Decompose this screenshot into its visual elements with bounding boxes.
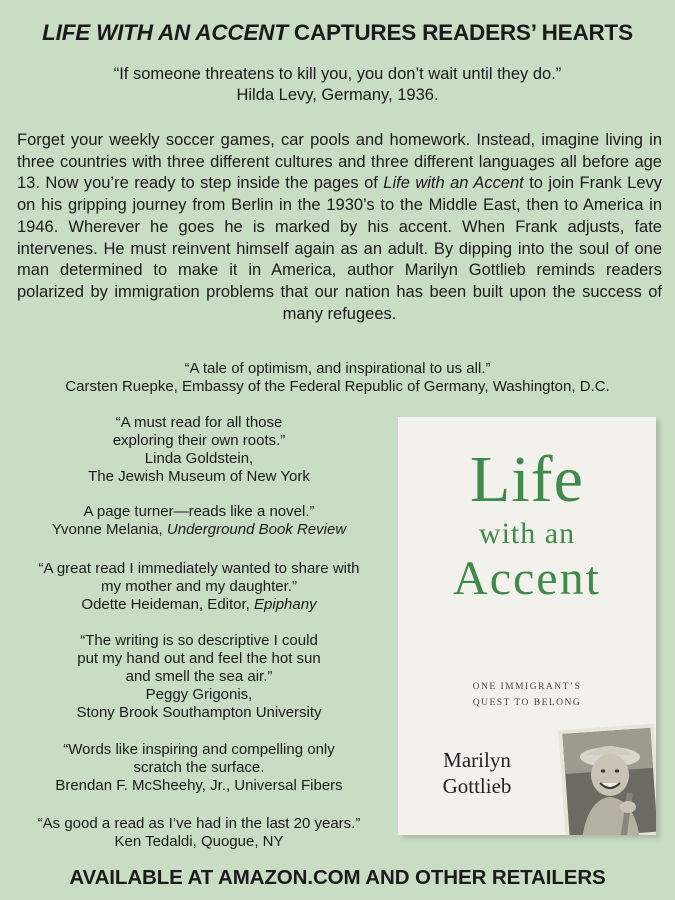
quote-line: my mother and my daughter.” xyxy=(101,578,297,595)
cover-author-first: Marilyn xyxy=(443,748,511,772)
quote-line: put my hand out and feel the hot sun xyxy=(77,650,321,667)
quote-embassy xyxy=(0,360,675,396)
child-photo-image xyxy=(548,723,656,835)
headline xyxy=(0,20,675,46)
intro-part2: to join Frank Levy on his gripping journey from Berlin in the 1930’s to the Middle East, then to America in 1946. Wherever he goes he is marked by his accent. When Frank adjusts, fate intervenes. He must reinvent himself again as an adult. By dipping into the soul of one man determined to make it in America, author Marilyn Gottlieb reminds readers polarized by immigration problems that our nation has been built upon the success of many refugees. xyxy=(17,174,663,323)
cover-title-line: with an xyxy=(478,517,576,550)
quote-line: scratch the surface. xyxy=(133,759,265,776)
quote-text: “A tale of optimism, and inspirational to us all.” xyxy=(184,360,491,377)
quote-tedaldi xyxy=(0,815,398,851)
cover-subtitle xyxy=(398,679,656,711)
quote-line: “The writing is so descriptive I could xyxy=(80,632,318,649)
quote-org: The Jewish Museum of New York xyxy=(88,468,310,485)
intro-book-title: Life with an Accent xyxy=(383,174,524,193)
intro-part1: Forget your weekly soccer games, car pools and homework. Instead, imagine living in three countries with three different cultures and three different languages all before age 13. Now you’re ready to step inside the pages of xyxy=(17,131,662,193)
cover-subtitle-line: ONE IMMIGRANT’S xyxy=(472,682,582,692)
quote-grigonis xyxy=(0,632,398,722)
quote-goldstein xyxy=(0,414,398,486)
quote-name: Brendan F. McSheehy, Jr., Universal Fibers xyxy=(55,777,343,794)
quote-publication: Epiphany xyxy=(254,596,317,613)
intro-paragraph xyxy=(17,130,662,325)
quote-line: “A great read I immediately wanted to share with xyxy=(38,560,360,577)
quote-text: “As good a read as I’ve had in the last 20 years.” xyxy=(37,815,361,832)
cover-author-last: Gottlieb xyxy=(442,774,512,798)
quote-melania xyxy=(0,503,398,539)
quote-name: Odette Heideman, Editor, xyxy=(81,596,255,613)
quote-line: “A must read for all those xyxy=(115,414,283,431)
quote-name: Peggy Grigonis, xyxy=(145,686,253,703)
quote-mcsheehy xyxy=(0,741,398,795)
closing-call-to-action: AVAILABLE AT AMAZON.COM AND OTHER RETAILERS xyxy=(69,866,606,889)
quote-org: Stony Brook Southampton University xyxy=(76,704,322,721)
headline-rest: CAPTURES READERS’ HEARTS xyxy=(287,20,633,45)
quote-line: “Words like inspiring and compelling only xyxy=(63,741,335,758)
headline-book-title: LIFE WITH AN ACCENT xyxy=(42,20,288,45)
quote-line: and smell the sea air.” xyxy=(125,668,273,685)
quote-name: Ken Tedaldi, Quogue, NY xyxy=(114,833,284,850)
cover-title-line: Life xyxy=(470,443,584,516)
epigraph-attribution: Hilda Levy, Germany, 1936. xyxy=(236,85,439,104)
quote-heideman xyxy=(0,560,398,614)
cover-subtitle-line: QUEST TO BELONG xyxy=(472,698,582,708)
quote-attribution xyxy=(0,521,398,539)
quote-publication: Underground Book Review xyxy=(166,521,347,538)
cover-title-line: Accent xyxy=(453,552,601,605)
quote-name: Yvonne Melania, xyxy=(51,521,167,538)
cover-author xyxy=(412,747,542,799)
epigraph xyxy=(0,64,675,105)
quote-text: A page turner—reads like a novel.” xyxy=(83,503,315,520)
quote-line: exploring their own roots.” xyxy=(112,432,286,449)
cover-title xyxy=(398,443,656,605)
quote-attribution: Carsten Ruepke, Embassy of the Federal Republic of Germany, Washington, D.C. xyxy=(65,378,610,395)
book-cover xyxy=(398,417,656,835)
quote-name: Linda Goldstein, xyxy=(144,450,254,467)
epigraph-quote: “If someone threatens to kill you, you don’t wait until they do.” xyxy=(113,65,562,83)
quote-attribution xyxy=(0,596,398,614)
